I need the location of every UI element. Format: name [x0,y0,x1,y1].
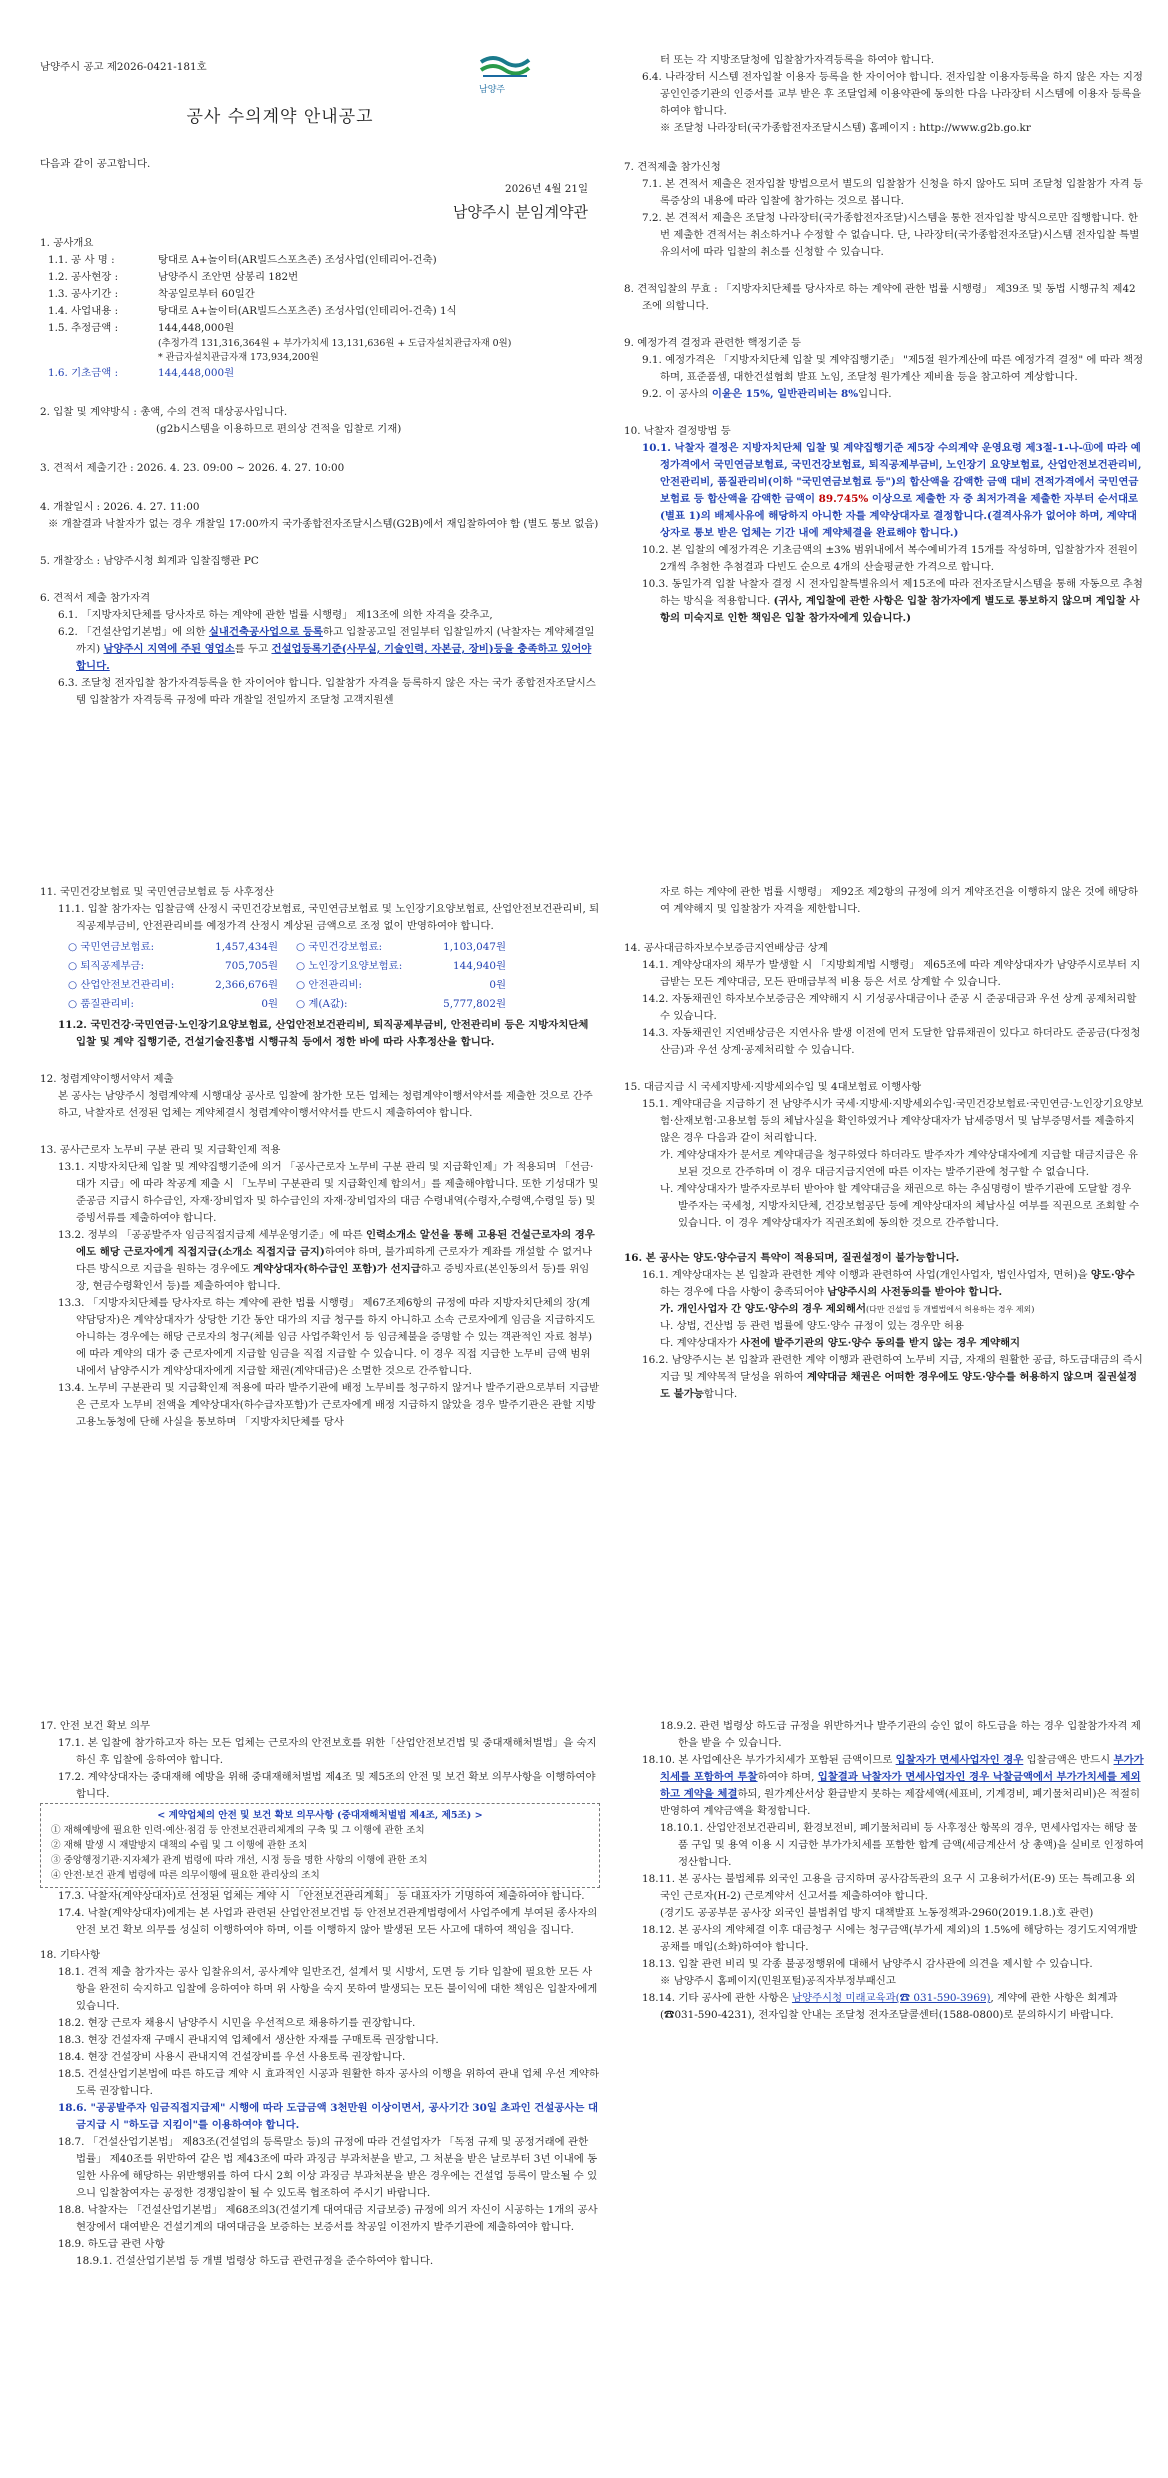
s16-na: 나. 상법, 건산법 등 관련 법률에 양도·양수 규정이 있는 경우만 허용 [660,1320,964,1332]
s16-p2-text: 16.2. 남양주시는 본 입찰과 관련한 계약 이행과 관련하여 노무비 지급, 자재의 원활한 공급, 하도급대금의 즉시 지급 및 계약목적 달성을 위하여 [642,1354,1143,1383]
s6-head: 6. 견적서 제출 참가자격 [40,592,151,604]
amount-label: 퇴직공제부금: [80,960,145,972]
estimate-detail [48,337,600,365]
s9-head: 9. 예정가격 결정과 관련한 핵정기준 등 [624,337,801,349]
amount-label: 산업안전보건관리비: [80,979,175,991]
city-logo [475,52,535,94]
amount-label: 계(A값): [308,998,348,1010]
s9-p1: 9.1. 예정가격은 「지방자치단체 입찰 및 계약집행기준」 "제5절 원가계산에 따른 예정가격 결정" 에 따라 책정하며, 표준품셈, 대한건설협회 발표 노임, 조달청 원가계산 제비율 등을 참고하여 계상합니다. [642,354,1144,383]
r3-p14-text: 18.14. 기타 공사에 관한 사항은 [642,1992,792,2004]
s16-ga-note: (다만 건설업 등 개별법에서 허용하는 경우 제외) [866,1305,1035,1314]
obligation-item: ② 재해 발생 시 재발방지 대책의 수립 및 그 이행에 관한 조치 [51,1840,308,1851]
amount-value: 5,777,802원 [443,998,506,1010]
r3-p11-note: (경기도 공공부문 공사장 외국인 불법취업 방지 대책발표 노동정책과-2960(2019.1.8.)호 관련) [660,1907,1094,1919]
s13-head: 13. 공사근로자 노무비 구분 관리 및 지급확인제 적용 [40,1144,281,1156]
logo-text: 남양주 [479,85,506,95]
r3-p10-text: 18.10. 본 사업예산은 부가가치세가 포함된 금액이므로 [642,1754,896,1766]
s18-p7: 18.7. 「건설산업기본법」 제83조(건설업의 등록말소 등)의 규정에 따라 건설업자가 「독점 규제 및 공정거래에 관한 법률」 제40조를 위반하여 같은 법 제43조에 따라 과징금 부과처분을 받고, 그 처분을 받은 날로부터 3년 이내에 동일한 사유에 해당하는 위반행위를 하여 다시 2회 이상 과징금 부과처분을 받은 경우에는 건설업 등록이 말소될 수 있으니 입찰참여자는 공정한 경쟁입찰이 될 수 있도록 협조하여 주시기 바랍니다. [58,2136,598,2199]
s16-p2-text: 합니다. [703,1388,738,1400]
r1-note: ※ 조달청 나라장터(국가종합전자조달시스템) 홈페이지 : http://www.g2b.go.kr [660,122,1031,134]
page-title: 공사 수의계약 안내공고 [186,107,374,127]
s1-item [48,286,600,303]
s8-head: 8. 견적입찰의 무효 : 「지방자치단체를 당사자로 하는 계약에 관한 법률 시행령」 제39조 및 동법 시행규칙 제42조에 의합니다. [624,283,1136,312]
r1-p0: 터 또는 각 지방조달청에 입찰참가자격등록을 하여야 합니다. [660,54,935,66]
s14-p2: 14.2. 자동채권인 하자보수보증금은 계약해지 시 기성공사대금이나 준공 시 준공대금과 우선 상계 공제처리할 수 있습니다. [642,993,1137,1022]
s6-p2 [40,624,600,675]
s16-da-text: 다. 계약상대자가 [660,1337,741,1349]
r2-p0: 자로 하는 계약에 관한 법률 시행령」 제92조 제2항의 규정에 의거 계약조건을 이행하지 않은 것에 해당하여 계약해지 및 입찰참가 자격을 제한합니다. [660,886,1138,915]
s13-p2-text: 하고 증빙자료(본인동의서 등)를 위임장, 현금수령확인서 등)를 제출하여야 합니다. [76,1263,590,1292]
s14-p1: 14.1. 계약상대자의 채무가 발생할 시 「지방회계법 시행령」 제65조에 따라 계약상대자가 남양주시로부터 지급받는 모든 계약대금, 모든 판매급부적 비용 등은 서로 상계할 수 있습니다. [642,959,1141,988]
s10-p1 [624,440,1144,542]
s1-value: 착공일로부터 60일간 [158,288,255,300]
s18-p91: 18.9.1. 건설산업기본법 등 개별 법령상 하도급 관련규정을 준수하여야 합니다. [76,2255,434,2267]
r3-p101: 18.10.1. 산업안전보건관리비, 환경보전비, 폐기물처리비 등 사후정산 항목의 경우, 면세사업자는 해당 물품 구입 및 용역 이용 시 지급한 부가가치세를 포함한 합계 금액(세금계산서 상 총액)을 실비로 인정하여 정산합니다. [660,1822,1144,1868]
s17-p1: 17.1. 본 입찰에 참가하고자 하는 모든 업체는 근로자의 안전보호를 위한「산업안전보건법 및 중대재해처벌법」을 숙지하신 후 입찰에 응하여야 합니다. [58,1737,597,1766]
r3-p12: 18.12. 본 공사의 계약체결 이후 대금청구 시에는 청구금액(부가세 제외)의 1.5%에 해당하는 경기도지역개발공채를 매입(소화)하여야 합니다. [642,1924,1138,1953]
s10-p3-text: 10.3. 동일가격 입찰 낙찰자 결정 시 전자입찰특별유의서 제15조에 따라 전자조달시스템을 통해 자동으로 추첨하는 방식을 적용합니다. [642,578,1143,607]
s13-p1: 13.1. 지방자치단체 입찰 및 계약집행기준에 의거 「공사근로자 노무비 구분 관리 및 지급확인제」가 적용되며 「선금·대가 지급」에 따라 착공계 제출 시 「노무비 구분관리 및 지급확인제 합의서」를 제출해야합니다. 또한 기성대가 및 준공금 지급시 하수급인, 자재·장비업자 및 하수급인의 자재·장비업자의 대금 수령내역(수령자,수령액,수령일 등) 및 증빙서류를 제출하여야 합니다. [58,1161,599,1224]
s5-head: 5. 개찰장소 : 남양주시청 회계과 입찰집행관 PC [40,555,259,567]
amount-item: ○ 안전관리비: 0원 [296,977,506,994]
s17-p4: 17.4. 낙찰(계약상대자)에게는 본 사업과 관련된 산업안전보건법 등 안전보건관계법령에서 사업주에게 부여된 종사자의 안전 보건 확보 의무를 성실히 이행하여야 하며, 이를 이행하지 않아 발생된 모든 사고에 대하여 책임을 집니다. [58,1907,598,1936]
s17-p2: 17.2. 계약상대자는 중대재해 예방을 위해 중대재해처벌법 제4조 및 제5조의 안전 및 보건 확보 의무사항을 이행하여야 합니다. [58,1771,596,1800]
s18-p2: 18.2. 현장 근로자 채용시 남양주시 시민을 우선적으로 채용하기를 권장합니다. [58,2017,416,2029]
r3-p14-text: , 계약에 관한 사항은 회계과(☎031-590-4231), 전자입찰 안내는 조달청 전자조달콜센터(1588-0800)로 문의하시기 바랍니다. [660,1992,1118,2021]
s2-line2: (g2b시스템을 이용하므로 편의상 견적을 입찰로 기재) [156,423,402,435]
notice-number: 남양주시 공고 제2026-0421-181호 [40,61,207,73]
s9-p2-text: 9.2. 이 공사의 [642,388,712,400]
r3-p10-text: 하여야 하며, [757,1771,818,1783]
s16-p1-text: 하는 경우에 다음 사항이 충족되어야 [660,1286,828,1298]
s18-p5: 18.5. 건설산업기본법에 따른 하도급 계약 시 효과적인 시공과 원활한 하자 공사의 이행을 위하여 관내 업체 우선 계약하도록 권장합니다. [58,2068,599,2097]
s16-ga [624,1301,1144,1318]
s1-item [48,252,600,269]
s7-head: 7. 견적제출 참가신청 [624,161,721,173]
s16-ga-text: 가. 개인사업자 간 양도·양수의 경우 제외해서 [660,1303,866,1315]
s14-head: 14. 공사대금하자보수보증금지연배상금 상계 [624,942,828,954]
s6-p2-region: 남양주시 지역에 주된 영업소 [103,643,235,655]
s11-p1: 11.1. 입찰 참가자는 입찰금액 산정시 국민건강보험료, 국민연금보험료 및 노인장기요양보험료, 산업안전보건관리비, 퇴직공제부금비, 안전관리비를 예정가격 산정시 계상된 금액으로 조정 없이 반영하여야 합니다. [58,903,600,932]
r3-p14-contact: 남양주시청 미래교육과(☎ 031-590-3969) [791,1992,991,2004]
s18-head: 18. 기타사항 [40,1949,100,1961]
amount-label: 안전관리비: [308,979,363,991]
s10-threshold: 89.745% [818,493,869,505]
s1-value: 탕대로 A+놀이터(AR빌드스포츠존) 조성사업(인테리어-건축) 1식 [158,305,457,317]
s18-p3: 18.3. 현장 건설자재 구매시 관내지역 업체에서 생산한 자재를 구매토록 권장합니다. [58,2034,439,2046]
amount-value: 1,457,434원 [215,941,278,953]
s9-rates: 이윤은 15%, 일반관리비는 8% [711,388,859,400]
left-column-2 [40,884,600,1431]
s6-p2-requirement: 건설업등록기준(사무실, 기술인력, 자본금, 장비)등을 충족하고 있어야 합니다. [76,643,592,672]
s13-p2 [40,1227,600,1295]
s13-p2-bold: 인력소개소 알선을 통해 고용된 건설근로자의 경우에도 해당 근로자에게 직접지급(소개소 직접지급 금지) [76,1229,595,1258]
amount-value: 1,103,047원 [443,941,506,953]
s4-note: ※ 개찰결과 낙찰자가 없는 경우 개찰일 17:00까지 국가종합전자조달시스템(G2B)에서 재입찰하여야 함 (별도 통보 없음) [48,518,599,530]
amount-item: ○ 계(A값): 5,777,802원 [296,996,506,1013]
intro: 다음과 같이 공고합니다. [40,158,151,170]
s15-head: 15. 대금지급 시 국세지방세·지방세외수입 및 4대보험료 이행사항 [624,1081,922,1093]
s12-head: 12. 청렴계약이행서약서 제출 [40,1073,174,1085]
s16-p1-bold: 양도·양수 [1090,1269,1135,1281]
issuing-org: 남양주시 분임계약관 [452,203,588,221]
s12-p: 본 공사는 남양주시 청렴계약제 시행대상 공사로 입찰에 참가한 모든 업체는 청렴계약이행서약서를 제출한 것으로 간주하고, 낙찰자로 선정된 업체는 계약체결시 청렴계약이행서약서를 반드시 제출하여야 합니다. [58,1090,593,1119]
s11-p2: 11.2. 국민건강·국민연금·노인장기요양보험료, 산업안전보건관리비, 퇴직공제부금비, 안전관리비 등은 지방자치단체 입찰 및 계약 집행기준, 건설기술진흥법 시행규칙 등에서 정한 바에 따라 사후정산을 합니다. [58,1019,589,1048]
s7-p1: 7.1. 본 견적서 제출은 전자입찰 방법으로서 별도의 입찰참가 신청을 하지 않아도 되며 조달청 입찰참가 자격 등록증상의 내용에 따라 입찰에 참가하는 것으로 봅니다. [642,178,1143,207]
amount-item: ○ 퇴직공제부금: 705,705원 [68,958,278,975]
s16-head: 16. 본 공사는 양도·양수금지 특약이 적용되며, 질권설정이 불가능합니다. [624,1252,960,1264]
s16-p2 [624,1352,1144,1403]
s10-p1-text: 이상으로 제출한 자 중 최저가격을 제출한 자부터 순서대로(별표 1)의 배제사유에 해당하지 아니한 자를 계약상대자로 결정합니다.(결격사유가 없어야 하며, 계약대상자로 통보 받은 업체는 기간 내에 계약체결을 완료해야 합니다.) [660,493,1139,539]
s17-p3: 17.3. 낙찰자(계약상대자)로 선정된 업체는 계약 시 「안전보건관리계획」 등 대표자가 기명하여 제출하여야 합니다. [58,1890,585,1902]
amount-item: ○ 품질관리비: 0원 [68,996,278,1013]
obligation-item: ① 재해예방에 필요한 인력·예산·점검 등 안전보건관리체계의 구축 및 그 이행에 관한 조치 [51,1825,425,1836]
s1-item [48,320,600,337]
r3-p92: 18.9.2. 관련 법령상 하도급 규정을 위반하거나 발주기관의 승인 없이 하도급을 하는 경우 입찰참가자격 제한을 받을 수 있습니다. [660,1720,1141,1749]
s17-head: 17. 안전 보건 확보 의무 [40,1720,151,1732]
amount-label: 국민연금보험료: [80,941,155,953]
s1-key: 1.3. 공사기간 : [48,288,119,300]
s16-da-bold: 사전에 발주기관의 양도·양수 동의를 받지 않는 경우 계약해지 [740,1337,1021,1349]
r3-p10-text: 하되, 원가계산서상 환급받지 못하는 제잡세액(세표비, 기계경비, 폐기물처리비)은 적절히 반영하여 계약금액을 확정 [660,1788,1140,1817]
obligation-box-title: < 계약업체의 안전 및 보건 확보 의무사항 (중대재해처벌법 제4조, 제5조) > [157,1810,483,1821]
s1-value: 144,448,000원 [158,322,235,334]
amount-item: ○ 산업안전보건관리비: 2,366,676원 [68,977,278,994]
obligation-item: ④ 안전·보건 관계 법령에 따른 의무이행에 필요한 관리상의 조치 [51,1870,320,1881]
s1-key: 1.2. 공사현장 : [48,271,119,283]
s6-p3: 6.3. 조달청 전자입찰 참가자격등록을 한 자이어야 합니다. 입찰참가 자격을 등록하지 않은 자는 국가 종합전자조달시스템 입찰참가 자격등록 규정에 따라 개찰일 전일까지 조달청 고객지원센 [58,677,596,706]
left-column-1 [40,156,600,709]
amount-item: ○ 국민연금보험료: 1,457,434원 [68,939,278,956]
amount-label: 품질관리비: [80,998,135,1010]
amount-value: 0원 [489,979,506,991]
s2-head: 2. 입찰 및 계약방식 : 총액, 수의 견적 대상공사입니다. [40,406,288,418]
s1-key: 1.4. 사업내용 : [48,305,119,317]
estimate-detail-2: * 관급자설치관급자재 173,934,200원 [158,352,319,363]
s13-p3: 13.3. 「지방자치단체를 당사자로 하는 계약에 관한 법률 시행령」 제67조제6항의 규정에 따라 지방자치단체의 장(계약담당자)은 계약상대자가 상당한 기간 동안 대가의 지급 청구를 하지 아니하고 소속 근로자에게 임금을 지급하지도 아니하는 경우에는 해당 근로자의 청구(체불 임금 사업주확인서 등 임금체불을 증명할 수 있는 객관적인 자료 첨부)에 따라 계약의 대가 중 근로자에게 지급할 임금을 직접 지급할 수 있습니다. 이 경우 직접 지급한 노무비 금액 범위 내에서 남양주시가 계약상대자에게 지급할 채권(계약대금)은 소멸한 것으로 간주합니다. [58,1297,595,1377]
s10-p3 [624,576,1144,627]
s13-p2-bold: 계약상대자(하수급인 포함)가 선지급 [253,1263,421,1275]
amount-value: 0원 [261,998,278,1010]
s18-p8: 18.8. 낙찰자는 「건설산업기본법」 제68조의3(건설기계 대여대금 지급보증) 규정에 의거 자신이 시공하는 1개의 공사현장에서 대여받은 건설기계의 대여대금을 보증하는 보증서를 착공일 이전까지 발주기관에 제출하여야 합니다. [58,2204,598,2233]
s1-key: 1.1. 공 사 명 : [48,254,115,266]
amount-value: 144,940원 [452,960,506,972]
r3-p10-bold: 입찰결과 낙찰자가 면세사업자인 경우 낙찰금액에서 부가가치세를 제외하고 계약을 체결 [660,1771,1141,1800]
s13-p2-text: 13.2. 정부의 「공공발주자 임금직접지급제 세부운영기준」에 따른 [58,1229,366,1241]
amount-value: 705,705원 [224,960,278,972]
s1-value: 탕대로 A+놀이터(AR빌드스포츠존) 조성사업(인테리어-건축) [158,254,437,266]
s1-head: 1. 공사개요 [40,237,94,249]
r3-p10-bold: 입찰자가 면세사업자인 경우 [895,1754,1024,1766]
r3-p10 [624,1752,1144,1820]
amount-item: ○ 노인장기요양보험료: 144,940원 [296,958,506,975]
s15-p1: 15.1. 계약대금을 지급하기 전 남양주시가 국세·지방세·지방세외수입·국민건강보험료·국민연금·노인장기요양보험·산재보험·고용보험 등의 체납사실을 확인하였거나 계약상대자가 납세증명서 및 납부증명서를 제출하지 않은 경우 다음과 같이 처리합니다. [642,1098,1144,1144]
amount-value: 2,366,676원 [215,979,278,991]
s10-head: 10. 낙찰자 결정방법 등 [624,425,731,437]
r3-p10-text: 합니다. [777,1805,811,1817]
s3-head: 3. 견적서 제출기간 : 2026. 4. 23. 09:00 ~ 2026. 4. 27. 10:00 [40,462,345,474]
s16-p1-text: 16.1. 계약상대자는 본 입찰과 관련한 계약 이행과 관련하여 사업(개인사업자, 법인사업자, 면허)을 [642,1269,1091,1281]
r3-p13-note: ※ 남양주시 홈페이지(민원포털)공직자부정부패신고 [660,1975,896,1987]
insurance-amounts [40,939,600,1013]
s14-p3: 14.3. 자동채권인 지연배상금은 지연사유 발생 이전에 먼저 도달한 압류채권이 있다고 하더라도 준공금(다정청산금)과 우선 상계·공제처리할 수 있습니다. [642,1027,1141,1056]
s6-p2-text: 를 두고 [234,643,272,655]
s16-p1-bold: 남양주시의 사전동의를 받아야 합니다. [827,1286,1003,1298]
s16-p2-bold: 계약대금 채권은 어떠한 경우에도 양도·양수를 허용하지 않으며 질권설정도 불가능 [660,1371,1138,1400]
s1-value: 남양주시 조안면 삼봉리 182번 [158,271,299,283]
s16-da [624,1335,1144,1352]
base-amount [48,365,600,382]
right-column-1 [624,52,1144,627]
s16-p1 [624,1267,1144,1301]
s6-p2-text: 하고 입찰공고일 전일부터 입찰일까지 (낙찰자는 계약체결일까지) [76,626,595,655]
s13-p4: 13.4. 노무비 구분관리 및 지급확인제 적용에 따라 발주기관에 배정 노무비를 청구하지 않거나 발주기관으로부터 지급받은 근로자 노무비 전액을 계약상대자(하수급자포함)가 근로자에게 배정 지급하지 않았을 경우 발주기관은 관할 지방고용노동청에 단해 사실을 통보하며 「지방자치단체를 당사 [58,1382,600,1428]
amount-label: 국민건강보험료: [308,941,383,953]
s15-ga: 가. 계약상대자가 문서로 계약대금을 청구하였다 하더라도 발주자가 계약상대자에게 지급할 대금지급은 유보된 것으로 간주하며 이 경우 대금지급지연에 따른 이자는 발주기관에 청구할 수 없습니다. [660,1149,1138,1178]
s1-items [40,252,600,382]
r1-p4: 6.4. 나라장터 시스템 전자입찰 이용자 등록을 한 자이어야 합니다. 전자입찰 이용자등록을 하지 않은 자는 지정 공인인증기관의 인증서를 교부 받은 후 조달업체 이용약관에 동의한 다음 나라장터 시스템에 이용자 등록을 하여야 합니다. [642,71,1143,117]
notice-date: 2026년 4월 21일 [505,183,588,195]
r3-p13: 18.13. 입찰 관련 비리 및 각종 불공정행위에 대해서 남양주시 감사관에 의견을 제시할 수 있습니다. [642,1958,1093,1970]
s4-head: 4. 개찰일시 : 2026. 4. 27. 11:00 [40,501,200,513]
s18-p1: 18.1. 견적 제출 참가자는 공사 입찰유의서, 공사계약 일반조건, 설계서 및 시방서, 도면 등 기타 입찰에 필요한 모든 사항을 완전히 숙지하고 입찰에 응하여야 하며 위 사항을 숙지 못하여 발생되는 모든 불이익에 대한 책임은 입찰자에게 있습니다. [58,1966,598,2012]
s7-p2: 7.2. 본 견적서 제출은 조달청 나라장터(국가종합전자조달)시스템을 통한 전자입찰 방식으로만 집행합니다. 한번 제출한 견적서는 취소하거나 수정할 수 없습니다. 단, 나라장터(국가종합전자조달)시스템 전자입찰 특별유의서에 따라 입찰의 취소를 신청할 수 있습니다. [642,212,1140,258]
s18-p4: 18.4. 현장 건설장비 사용시 관내지역 건설장비를 우선 사용토록 권장합니다. [58,2051,406,2063]
s6-p1: 6.1. 「지방자치단체를 당사자로 하는 계약에 관한 법률 시행령」 제13조에 의한 자격을 갖추고, [58,609,493,621]
s13-p2-text: 하여야 하며, 불가피하게 근로자가 계좌를 개설할 수 없거나 다른 방식으로 지급을 원하는 경우에도 [76,1246,593,1275]
s6-p2-license: 실내건축공사업으로 등록 [208,626,323,638]
s1-item [48,269,600,286]
s18-p6: 18.6. "공공발주자 임금직접지급제" 시행에 따라 도급금액 3천만원 이상이면서, 공사기간 30일 초과인 건설공사는 대금지급 시 "하도급 지킴이"를 이용하여야 합니다. [58,2102,599,2131]
right-column-2 [624,884,1144,1403]
base-amount-key: 1.6. 기초금액 : [48,367,119,379]
s18-p9: 18.9. 하도급 관련 사항 [58,2238,165,2250]
r3-p11: 18.11. 본 공사는 불법체류 외국인 고용을 금지하며 공사감독관의 요구 시 고용허가서(E-9) 또는 특례고용 외국인 근로자(H-2) 근로계약서 신고서를 제출하여야 합니다. [642,1873,1136,1902]
s10-p1-text: 10.1. 낙찰자 결정은 지방자치단체 입찰 및 계약집행기준 제5장 수의계약 운영요령 제3절-1-나-⑪에 따라 예정가격에서 국민연금보험료, 국민건강보험료, 퇴직공제부금비, 노인장기 요양보험료, 산업안전보건관리비, 안전관리비, 품질관리비(이하 "국민연금보험료 등")의 합산액을 감액한 금액 대비 견적가격에서 국민연금보험료 등 합산액을 감액한 금액이 [642,442,1142,505]
s11-head: 11. 국민건강보험료 및 국민연금보험료 등 사후정산 [40,886,274,898]
left-column-3 [40,1718,600,2270]
s1-item [48,303,600,320]
s6-p2-text: 6.2. 「건설산업기본법」에 의한 [58,626,209,638]
base-amount-value: 144,448,000원 [158,367,235,379]
estimate-detail-1: (추정가격 131,316,364원 + 부가가치세 13,131,636원 + 도급자설치관급자재 0원) [158,338,512,349]
r3-p10-text: 입찰금액은 반드시 [1023,1754,1114,1766]
s15-na: 나. 계약상대자가 발주자로부터 받아야 할 계약대금을 채권으로 하는 추심명령이 발주기관에 도달할 경우 발주자는 국세청, 지방자치단체, 건강보험공단 등에 계약상대자의 체납사실 여부를 직권으로 조회할 수 있습니다. 이 경우 계약상대자가 직권조회에 동의한 것으로 간주합니다. [660,1183,1140,1229]
r3-p14 [624,1990,1144,2024]
s10-p3-bold: (귀사, 계입찰에 관한 사항은 입찰 참가자에게 별도로 통보하지 않으며 계입찰 사항의 미숙지로 인한 책임은 입찰 참가자에게 있습니다.) [660,595,1140,624]
s1-key: 1.5. 추정금액 : [48,322,119,334]
r3-p10-bold: 부가가치세를 포함하여 투찰 [660,1754,1144,1783]
amount-item: ○ 국민건강보험료: 1,103,047원 [296,939,506,956]
s9-p2 [624,386,1144,403]
s10-p2: 10.2. 본 입찰의 예정가격은 기초금액의 ±3% 범위내에서 복수예비가격 15개를 작성하며, 입찰참가자 전원이 2개씩 추첨한 추첨결과 다빈도 순으로 4개의 산술평균한 가격으로 합니다. [642,544,1138,573]
s9-p2-text: 입니다. [858,388,892,400]
amount-label: 노인장기요양보험료: [308,960,403,972]
obligation-item: ③ 중앙행정기관·지자체가 관계 법령에 따라 개선, 시정 등을 명한 사항의 이행에 관한 조치 [51,1855,428,1866]
right-column-3 [624,1718,1144,2024]
obligation-box [40,1803,600,1888]
